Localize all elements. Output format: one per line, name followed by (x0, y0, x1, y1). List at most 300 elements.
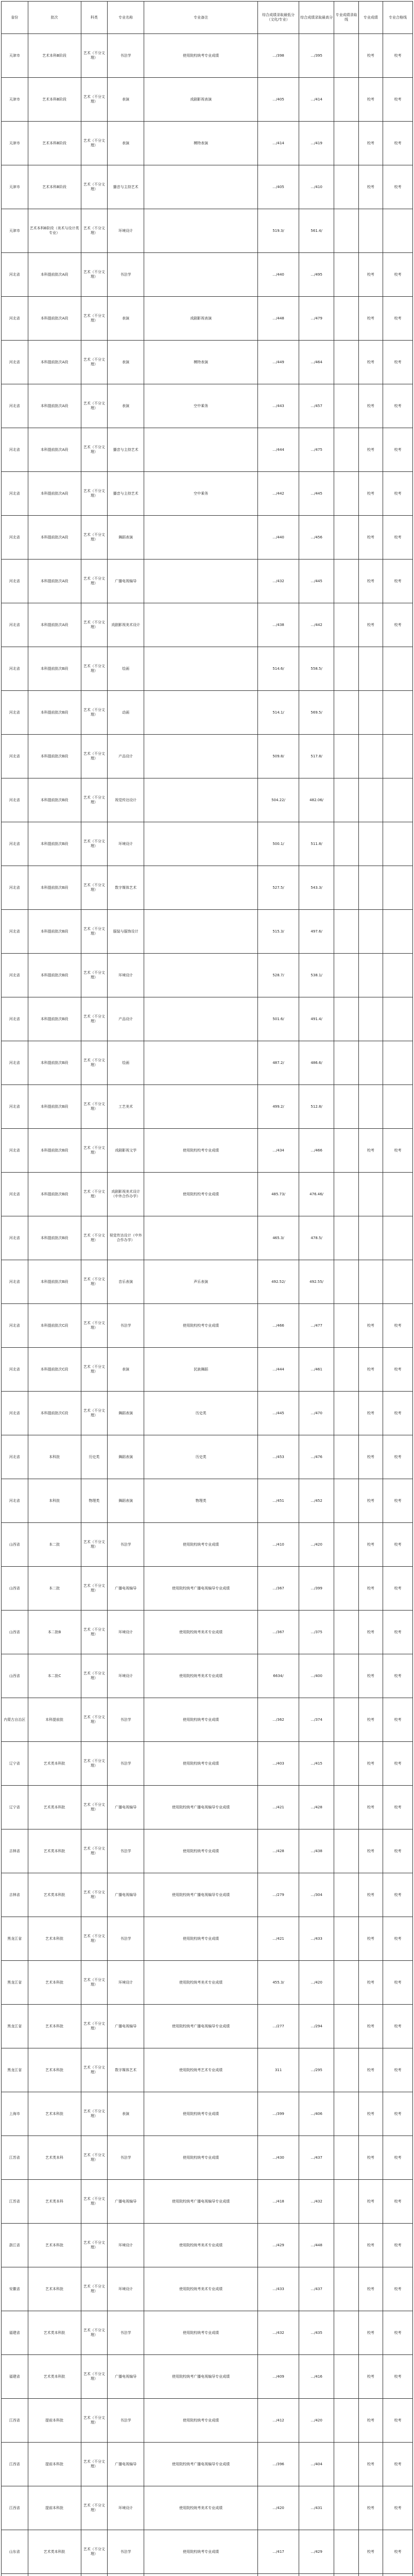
cell-pro-score (358, 1260, 383, 1304)
cell-batch: 本科提前批次A段 (28, 560, 81, 603)
table-row (2, 1129, 413, 1173)
table-row (2, 1216, 413, 1260)
table-row (2, 2443, 413, 2486)
table-row (2, 2574, 413, 2576)
cell-pro-line (334, 778, 358, 822)
cell-batch: 艺术本科批 (28, 2048, 81, 2092)
cell-pro-line (334, 2224, 358, 2267)
cell-batch: 本科提前批次B段 (28, 735, 81, 778)
cell-major: 书法学 (108, 1742, 144, 1786)
cell-max-score: …/429 (299, 2530, 334, 2574)
cell-subject: 艺术（不分文理） (81, 2136, 108, 2180)
cell-major: 广播电视编导 (108, 2180, 144, 2224)
cell-pro-line (334, 997, 358, 1041)
cell-pass-line: 校考 (383, 2224, 412, 2267)
cell-province: 河北省 (2, 384, 28, 428)
cell-pro-score: 校考 (358, 2267, 383, 2311)
cell-major: 书法学 (108, 253, 144, 297)
cell-major: 书法学 (108, 1304, 144, 1348)
cell-max-score: …/456 (299, 516, 334, 560)
cell-major: 播音与主持艺术 (108, 165, 144, 209)
cell-min-score: 515.3/ (258, 910, 299, 954)
cell-pro-line (334, 78, 358, 122)
cell-subject: 艺术（不分文理） (81, 1173, 108, 1216)
cell-subject: 艺术（不分文理） (81, 1611, 108, 1654)
cell-min-score: …/430 (258, 2136, 299, 2180)
cell-pro-line (334, 603, 358, 647)
table-row (2, 2530, 413, 2574)
cell-pro-line (334, 1173, 358, 1216)
cell-subject: 艺术（不分文理） (81, 1523, 108, 1567)
cell-max-score: 482.06/ (299, 778, 334, 822)
cell-min-score: …/428 (258, 1829, 299, 1873)
cell-max-score: …/295 (299, 2048, 334, 2092)
cell-batch: 艺术类本科批 (28, 1786, 81, 1829)
cell-max-score: …/420 (299, 2399, 334, 2443)
cell-pro-line (334, 1742, 358, 1786)
cell-batch: 本科提前批次C段 (28, 1348, 81, 1392)
cell-pass-line: 校考 (383, 1435, 412, 1479)
cell-pro-score: 校考 (358, 1611, 383, 1654)
table-row (2, 1348, 413, 1392)
cell-major: 播音与主持艺术 (108, 472, 144, 516)
cell-min-score: 499.2/ (258, 1085, 299, 1129)
cell-batch: 艺术本科批 (28, 1917, 81, 1961)
cell-pro-score: 校考 (358, 1435, 383, 1479)
cell-major-note: 使用院校统考专业成绩 (144, 2399, 258, 2443)
cell-pro-line (334, 691, 358, 735)
cell-min-score: 311 (258, 2048, 299, 2092)
cell-pass-line (383, 778, 412, 822)
cell-min-score: …/445 (258, 1392, 299, 1435)
cell-pass-line: 校考 (383, 2530, 412, 2574)
cell-pass-line: 校考 (383, 165, 412, 209)
cell-min-score: …/421 (258, 1786, 299, 1829)
cell-pass-line: 校考 (383, 2486, 412, 2530)
table-row (2, 1961, 413, 2005)
cell-pro-line (334, 2180, 358, 2224)
cell-max-score: …/404 (299, 2443, 334, 2486)
table-row (2, 1873, 413, 1917)
cell-major: 舞蹈表演 (108, 1435, 144, 1479)
cell-pro-score: 校考 (358, 516, 383, 560)
cell-major-note: 使用院校统考专业成绩 (144, 2092, 258, 2136)
cell-min-score: 487.2/ (258, 1041, 299, 1085)
cell-batch: 本科提前批次B段 (28, 954, 81, 997)
cell-pass-line: 校考 (383, 1523, 412, 1567)
cell-pass-line: 校考 (383, 1348, 412, 1392)
table-row (2, 1479, 413, 1523)
cell-pro-score: 校考 (358, 472, 383, 516)
cell-major: 视觉传达设计（中外合作办学） (108, 1216, 144, 1260)
cell-pro-line (334, 165, 358, 209)
table-row (2, 78, 413, 122)
cell-pro-line (334, 2530, 358, 2574)
cell-batch: 本科提前批次A段 (28, 341, 81, 384)
cell-major-note: 使用院校校考专业成绩 (144, 1129, 258, 1173)
cell-pass-line (383, 910, 412, 954)
cell-min-score: …/277 (258, 2005, 299, 2048)
cell-min-score: 527.5/ (258, 866, 299, 910)
cell-major: 表演 (108, 2092, 144, 2136)
cell-subject: 艺术（不分文理） (81, 866, 108, 910)
cell-max-score: …/410 (299, 165, 334, 209)
cell-max-score: …/374 (299, 1698, 334, 1742)
cell-province: 河北省 (2, 691, 28, 735)
cell-pro-score (358, 910, 383, 954)
cell-batch: 本科提前批次A段 (28, 428, 81, 472)
cell-province: 河北省 (2, 1041, 28, 1085)
cell-major: 广播电视编导 (108, 2443, 144, 2486)
cell-pro-line (334, 2048, 358, 2092)
cell-max-score: …/420 (299, 1961, 334, 2005)
cell-batch: 艺术本科B阶段 (28, 78, 81, 122)
cell-pass-line: 校考 (383, 1129, 412, 1173)
cell-max-score: …/395 (299, 34, 334, 78)
cell-pro-line (334, 1873, 358, 1917)
cell-major-note: 民族舞蹈 (144, 1348, 258, 1392)
cell-subject: 艺术（不分文理） (81, 1304, 108, 1348)
cell-province (2, 2574, 28, 2576)
table-row (2, 428, 413, 472)
cell-province: 山西省 (2, 1611, 28, 1654)
cell-major-note: 使用院校统考美术专业成绩 (144, 2267, 258, 2311)
cell-subject: 艺术（不分文理） (81, 910, 108, 954)
cell-pass-line: 校考 (383, 603, 412, 647)
cell-pass-line (383, 1041, 412, 1085)
cell-pro-score (358, 1085, 383, 1129)
table-row (2, 1392, 413, 1435)
table-row (2, 1742, 413, 1786)
cell-max-score: …/437 (299, 2267, 334, 2311)
cell-max-score: 492.55/ (299, 1260, 334, 1304)
cell-province: 河北省 (2, 822, 28, 866)
table-row (2, 1611, 413, 1654)
cell-major: 广播电视编导 (108, 2355, 144, 2399)
cell-subject: 艺术（不分文理） (81, 2267, 108, 2311)
cell-max-score: …/375 (299, 1611, 334, 1654)
cell-pro-score: 校考 (358, 2005, 383, 2048)
cell-pro-score (358, 735, 383, 778)
cell-min-score: …/442 (258, 472, 299, 516)
cell-subject: 艺术（不分文理） (81, 34, 108, 78)
cell-subject: 艺术（不分文理） (81, 2092, 108, 2136)
cell-major: 舞蹈表演 (108, 1479, 144, 1523)
cell-max-score: …/470 (299, 1392, 334, 1435)
table-row (2, 691, 413, 735)
cell-major: 书法学 (108, 2311, 144, 2355)
cell-pass-line: 校考 (383, 2048, 412, 2092)
cell-batch: 提前本科批 (28, 2399, 81, 2443)
cell-max-score: …/416 (299, 2355, 334, 2399)
cell-pass-line: 校考 (383, 2005, 412, 2048)
column-header-subject: 科类 (81, 2, 108, 34)
cell-pro-score: 校考 (358, 122, 383, 165)
cell-pro-score: 校考 (358, 297, 383, 341)
cell-max-score: …/435 (299, 2311, 334, 2355)
cell-min-score: …/453 (258, 1435, 299, 1479)
table-row (2, 2136, 413, 2180)
table-row (2, 1829, 413, 1873)
cell-subject: 艺术（不分文理） (81, 165, 108, 209)
cell-min-score: …/449 (258, 341, 299, 384)
cell-major-note (144, 560, 258, 603)
cell-major-note (144, 866, 258, 910)
cell-batch: 本科提前批次B段 (28, 1041, 81, 1085)
cell-pass-line (383, 1260, 412, 1304)
cell-min-score: …/429 (258, 2224, 299, 2267)
cell-province: 河北省 (2, 1348, 28, 1392)
cell-max-score: 543.3/ (299, 866, 334, 910)
cell-batch: 艺术本科B阶段（美术与设计类专业） (28, 209, 81, 253)
cell-min-score: …/367 (258, 1567, 299, 1611)
cell-min-score: 519.3/ (258, 209, 299, 253)
cell-batch: 本科提前批次B段 (28, 1173, 81, 1216)
cell-province: 吉林省 (2, 1829, 28, 1873)
cell-pro-score: 校考 (358, 1129, 383, 1173)
cell-major-note: 历史类 (144, 1435, 258, 1479)
cell-major: 书法学 (108, 1698, 144, 1742)
cell-subject: 物理类 (81, 1479, 108, 1523)
table-row (2, 472, 413, 516)
cell-min-score: 500.1/ (258, 822, 299, 866)
cell-pro-score (358, 954, 383, 997)
table-row (2, 1304, 413, 1348)
cell-province: 河北省 (2, 341, 28, 384)
cell-major-note (144, 428, 258, 472)
cell-pass-line: 校考 (383, 2092, 412, 2136)
cell-major-note: 使用院校校考专业成绩 (144, 1304, 258, 1348)
cell-min-score: …/412 (258, 2399, 299, 2443)
cell-pro-score: 校考 (358, 2048, 383, 2092)
cell-min-score: …/451 (258, 1479, 299, 1523)
table-row (2, 2399, 413, 2443)
cell-pro-score: 校考 (358, 1786, 383, 1829)
cell-pass-line (383, 1216, 412, 1260)
table-row (2, 384, 413, 428)
cell-max-score: …/414 (299, 78, 334, 122)
table-row (2, 1654, 413, 1698)
cell-pass-line: 校考 (383, 341, 412, 384)
cell-batch: 本科批 (28, 1435, 81, 1479)
cell-pro-line (334, 2267, 358, 2311)
cell-min-score: …/417 (258, 2530, 299, 2574)
cell-pro-line (334, 2574, 358, 2576)
cell-min-score: …/405 (258, 165, 299, 209)
cell-subject: 艺术（不分文理） (81, 1392, 108, 1435)
cell-major-note (144, 997, 258, 1041)
cell-province: 吉林省 (2, 1873, 28, 1917)
cell-pro-score: 校考 (358, 1698, 383, 1742)
cell-major: 数字媒体艺术 (108, 866, 144, 910)
cell-min-score (258, 2574, 299, 2576)
cell-pass-line: 校考 (383, 1698, 412, 1742)
table-row (2, 997, 413, 1041)
cell-min-score: …/444 (258, 1348, 299, 1392)
cell-max-score: …/406 (299, 2092, 334, 2136)
cell-province: 江苏省 (2, 2180, 28, 2224)
cell-min-score: …/409 (258, 2355, 299, 2399)
cell-min-score: 492.52/ (258, 1260, 299, 1304)
cell-pro-line (334, 253, 358, 297)
cell-batch: 本科批 (28, 1479, 81, 1523)
cell-province: 天津市 (2, 34, 28, 78)
cell-pro-line (334, 1523, 358, 1567)
table-row (2, 341, 413, 384)
cell-max-score: …/445 (299, 472, 334, 516)
cell-max-score: …/445 (299, 560, 334, 603)
cell-pro-line (334, 1961, 358, 2005)
cell-major: 绘画 (108, 1041, 144, 1085)
cell-max-score: …/304 (299, 1873, 334, 1917)
cell-subject: 艺术（不分文理） (81, 1961, 108, 2005)
cell-subject: 艺术（不分文理） (81, 2530, 108, 2574)
cell-province: 河北省 (2, 1173, 28, 1216)
cell-subject: 艺术（不分文理） (81, 1348, 108, 1392)
cell-pass-line: 校考 (383, 1961, 412, 2005)
cell-pass-line (383, 647, 412, 691)
table-row (2, 1523, 413, 1567)
cell-pro-score: 校考 (358, 253, 383, 297)
cell-pro-score: 校考 (358, 2355, 383, 2399)
cell-pass-line: 校考 (383, 78, 412, 122)
cell-pro-line (334, 341, 358, 384)
cell-pass-line: 校考 (383, 1392, 412, 1435)
cell-major-note: 模特表演 (144, 122, 258, 165)
cell-pro-score: 校考 (358, 2224, 383, 2267)
cell-batch: 艺术本科批 (28, 1961, 81, 2005)
cell-pro-line (334, 1917, 358, 1961)
cell-min-score: 509.8/ (258, 735, 299, 778)
cell-batch: 艺术类本科批 (28, 1742, 81, 1786)
cell-max-score: …/399 (299, 1567, 334, 1611)
cell-major: 表演 (108, 384, 144, 428)
cell-province: 黑龙江省 (2, 2048, 28, 2092)
cell-major: 环境设计 (108, 2267, 144, 2311)
cell-batch: 本科提前批次B段 (28, 1260, 81, 1304)
cell-major: 舞蹈表演 (108, 1392, 144, 1435)
cell-province: 河北省 (2, 997, 28, 1041)
cell-province: 河北省 (2, 1435, 28, 1479)
cell-pass-line (383, 997, 412, 1041)
table-body (2, 34, 413, 2576)
cell-min-score: …/432 (258, 2311, 299, 2355)
cell-subject: 艺术（不分文理） (81, 516, 108, 560)
cell-major: 戏剧影视文学 (108, 1129, 144, 1173)
cell-pro-score (358, 647, 383, 691)
cell-min-score: …/443 (258, 384, 299, 428)
cell-pass-line (383, 2574, 412, 2576)
cell-major: 舞蹈表演 (108, 516, 144, 560)
cell-major-note: 模特表演 (144, 341, 258, 384)
cell-pro-score (358, 1173, 383, 1216)
cell-major: 表演 (108, 78, 144, 122)
cell-pass-line: 校考 (383, 2136, 412, 2180)
cell-max-score: …/442 (299, 603, 334, 647)
cell-min-score: …/432 (258, 560, 299, 603)
cell-batch: 本科提前批次A段 (28, 253, 81, 297)
cell-pass-line: 校考 (383, 297, 412, 341)
cell-pro-score: 校考 (358, 341, 383, 384)
cell-batch: 本科提前批次B段 (28, 1216, 81, 1260)
cell-max-score: …/475 (299, 428, 334, 472)
cell-min-score: …/438 (258, 603, 299, 647)
cell-province: 河北省 (2, 253, 28, 297)
cell-min-score: 514.1/ (258, 691, 299, 735)
cell-subject: 历史类 (81, 1435, 108, 1479)
cell-province: 辽宁省 (2, 1786, 28, 1829)
cell-pro-score: 校考 (358, 2180, 383, 2224)
cell-pass-line (383, 209, 412, 253)
table-row (2, 822, 413, 866)
cell-major-note: 使用院校统考专业成绩 (144, 1523, 258, 1567)
cell-pro-score (358, 691, 383, 735)
cell-pass-line: 校考 (383, 428, 412, 472)
cell-subject: 艺术（不分文理） (81, 341, 108, 384)
cell-pro-score: 校考 (358, 1829, 383, 1873)
cell-pro-line (334, 866, 358, 910)
cell-batch: 本科提前批次A段 (28, 603, 81, 647)
cell-subject: 艺术（不分文理） (81, 1216, 108, 1260)
cell-pro-line (334, 954, 358, 997)
cell-pro-score: 校考 (358, 603, 383, 647)
cell-pass-line: 校考 (383, 2443, 412, 2486)
cell-max-score: 478.5/ (299, 1216, 334, 1260)
column-header-province: 省份 (2, 2, 28, 34)
cell-subject: 艺术（不分文理） (81, 560, 108, 603)
cell-major: 广播电视编导 (108, 2005, 144, 2048)
cell-subject: 艺术（不分文理） (81, 1041, 108, 1085)
cell-subject (81, 2574, 108, 2576)
cell-min-score: …/405 (258, 78, 299, 122)
cell-pro-line (334, 1348, 358, 1392)
cell-pass-line: 校考 (383, 1786, 412, 1829)
table-row (2, 866, 413, 910)
cell-major: 环境设计 (108, 209, 144, 253)
cell-pro-line (334, 1435, 358, 1479)
cell-pro-line (334, 2311, 358, 2355)
cell-max-score: 561.4/ (299, 209, 334, 253)
cell-major: 戏剧影视美术设计 (108, 603, 144, 647)
cell-batch: 本科提前批次A段 (28, 516, 81, 560)
cell-pro-score: 校考 (358, 2443, 383, 2486)
cell-subject: 艺术（不分文理） (81, 253, 108, 297)
cell-min-score: …/398 (258, 34, 299, 78)
cell-major-note: 使用院校统考专业成绩 (144, 2136, 258, 2180)
cell-major-note: 使用院校统考广播电视编导专业成绩 (144, 1786, 258, 1829)
cell-pro-line (334, 122, 358, 165)
cell-major-note: 物理类 (144, 1479, 258, 1523)
cell-major: 书法学 (108, 1917, 144, 1961)
cell-min-score: …/367 (258, 1611, 299, 1654)
cell-min-score: …/421 (258, 1917, 299, 1961)
cell-pass-line: 校考 (383, 1742, 412, 1786)
table-row (2, 560, 413, 603)
cell-pro-score: 校考 (358, 1304, 383, 1348)
cell-max-score: 511.8/ (299, 822, 334, 866)
cell-min-score: …/418 (258, 2180, 299, 2224)
cell-pro-score (358, 209, 383, 253)
table-row (2, 2048, 413, 2092)
cell-major-note: 戏剧影视表演 (144, 78, 258, 122)
cell-min-score: …/420 (258, 2486, 299, 2530)
cell-major: 书法学 (108, 2399, 144, 2443)
cell-max-score: 569.5/ (299, 691, 334, 735)
cell-min-score: …/279 (258, 1873, 299, 1917)
cell-max-score: …/495 (299, 253, 334, 297)
cell-major-note: 使用院校统考广播电视编导专业成绩 (144, 2443, 258, 2486)
cell-major-note: 使用院校统考美术专业成绩 (144, 2486, 258, 2530)
